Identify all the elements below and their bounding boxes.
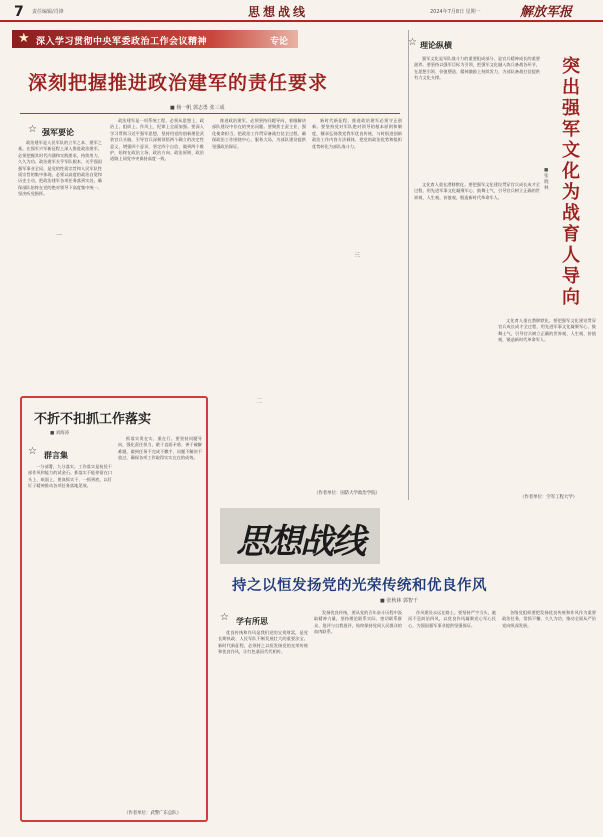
lead-column-4 <box>312 118 402 488</box>
banner-tag: 专论 <box>270 37 289 47</box>
column-divider <box>408 30 409 500</box>
paragraph: 文化育人重在潜移默化。要把强军文化建设贯穿官兵成长成才全过程，用先进军事文化凝聚军心、鼓舞士气，引导官兵树立正确的世界观、人生观、价值观，锻造新时代革命军人。 <box>498 318 596 343</box>
sidebar-column-2 <box>118 436 202 806</box>
feature-subhead: 学有所思 <box>236 617 268 626</box>
theory-vertical-title: 突出强军文化为战育人导向 <box>562 56 580 308</box>
theory-column-1 <box>414 56 540 176</box>
feature-headline: 持之以恒发扬党的光荣传统和优良作风 <box>232 578 487 594</box>
paragraph: 强军文化是军队战斗力的重要组成部分，是官兵精神成长的重要滋养。要坚持以强军目标为引领，把强军文化融入练兵备战各环节，在思想引领、价值塑造、精神激励上持续发力，为部队备战打仗提供有力文化支撑。 <box>414 56 540 81</box>
lead-column-2 <box>110 118 204 390</box>
paragraph: 优良传统和作风是我们党的宝贵财富，是党长期执政、人民军队不断发展壮大的重要法宝。新时代新征程，必须持之以恒发扬党的光荣传统和优良作风，让红色基因代代相传。 <box>218 630 308 655</box>
lead-authors: ■ 杨一帆 郭志勇 张三成 <box>170 105 225 111</box>
star-icon: ★ <box>18 31 30 46</box>
theory-author-note: （作者单位：空军工程大学） <box>520 495 578 500</box>
theory-column-label: 理论纵横 <box>420 41 452 50</box>
star-icon: ☆ <box>28 124 37 135</box>
page-number: 7 <box>14 4 24 20</box>
newspaper-logo: 解放军报 <box>520 5 573 20</box>
section-number: 一 <box>56 232 63 239</box>
section-editor: 责任编辑/肖锋 <box>32 9 64 15</box>
sidebar-title: 不折不扣抓工作落实 <box>34 412 152 427</box>
paragraph: 文化育人重在潜移默化。要把强军文化建设贯穿官兵成长成才全过程，用先进军事文化凝聚军心、鼓舞士气，引导官兵树立正确的世界观、人生观、价值观，锻造新时代革命军人。 <box>414 182 540 200</box>
theory-byline: ■ 张晓林 <box>544 168 549 191</box>
star-icon: ☆ <box>28 446 37 457</box>
paragraph: 政治建军是人民军队的立军之本、建军之基。在强军兴军新征程上深入推进政治建军，必须把握其时代内涵和实践要求，持续用力、久久为功。政治建军关乎军队根本，关乎强国强军事业全局，是党的性质宗旨和人民军队性质宗旨的集中体现。必须以高度的政治自觉和历史主动，把政治建军各项任务落到实处，确保部队始终在党的绝对领导下高度集中统一、坚决听党指挥。 <box>18 140 102 197</box>
lead-column-1 <box>18 140 102 390</box>
paragraph: 抓落实贵在实、重在行。要坚持问题导向，强化责任担当，敢于直面矛盾、善于破解难题，做到任务不完成不撒手、问题不解决不放过，确保各项工作取得实实在在的成效。 <box>118 436 202 461</box>
lead-subhead: 强军要论 <box>42 128 74 137</box>
feature-column-1 <box>218 630 308 830</box>
headline-rule <box>20 113 400 114</box>
feature-column-3 <box>408 610 496 830</box>
paragraph: 政治建军是一项系统工程，必须从思想上、政治上、组织上、作风上、纪律上全面加强。要深入学习贯彻习近平强军思想，坚持用党的创新理论武装官兵头脑，引导官兵深刻领悟两个确立的决定性意义，增强四个意识、坚定四个自信、做到两个维护，始终在政治立场、政治方向、政治原则、政治道路上同党中央保持高度一致。 <box>110 118 204 162</box>
paragraph: 作风建设永远在路上。要坚持严字当头，驰而不息纠治四风，以优良作风凝聚党心军心民心，为强国强军事业提供坚强保证。 <box>408 610 496 628</box>
calligraphy-title: 思想战线 <box>236 522 364 562</box>
theory-column-3 <box>498 318 596 494</box>
sidebar-author-note: （作者单位：武警广东总队） <box>124 811 182 816</box>
paragraph: 发扬优良传统，要从党的百年奋斗历程中汲取精神力量，坚持理论联系实际、密切联系群众、批评与自我批评，始终保持党同人民群众的血肉联系。 <box>314 610 402 635</box>
feature-authors: ■ 张秋林 郭智千 <box>380 598 418 604</box>
star-icon: ☆ <box>220 612 229 623</box>
sidebar-subhead: 群言集 <box>44 451 68 460</box>
paragraph: 各级党组织要把发扬优良传统和作风作为重要政治任务，常抓不懈、久久为功，推动全面从严治党向纵深发展。 <box>502 610 596 628</box>
section-number: 二 <box>256 398 263 405</box>
page-name: 思想战线 <box>248 5 309 19</box>
lead-column-3 <box>212 118 306 498</box>
sidebar-author: ■ 刘海涛 <box>50 431 70 436</box>
paragraph: 一分部署，九分落实。工作落实是检验干部作风和能力的试金石。抓落实不能停留在口头上、纸面上，要真抓实干、一抓到底，以钉钉子精神推动各项任务落地见效。 <box>28 464 112 489</box>
feature-column-4 <box>502 610 596 830</box>
lead-headline: 深刻把握推进政治建军的责任要求 <box>28 72 329 94</box>
feature-column-2 <box>314 610 402 830</box>
star-icon: ☆ <box>408 37 417 48</box>
page-date: 2024年7月8日 星期一 <box>430 9 481 15</box>
paragraph: 新时代新征程，推进政治建军必须守正创新。要坚持党对军队绝对领导的根本原则和制度，继承弘扬我党我军优良传统，与时俱进创新政治工作内容方法载体，把党的政治优势和组织优势转化为部队战斗力。 <box>312 118 402 149</box>
paragraph: 推进政治建军，必须坚持问题导向，着眼解决部队建设中存在的突出问题。要聚焦主责主业，强化使命担当，把政治工作贯穿备战打仗全过程，确保政治工作围绕中心、服务大局，为部队建设提供坚强政治保证。 <box>212 118 306 149</box>
banner-text: 深入学习贯彻中央军委政治工作会议精神 <box>36 37 208 47</box>
lead-author-note: （作者单位：国防大学政治学院） <box>314 491 380 496</box>
sidebar-column-1 <box>28 464 112 816</box>
section-number: 三 <box>354 252 361 259</box>
